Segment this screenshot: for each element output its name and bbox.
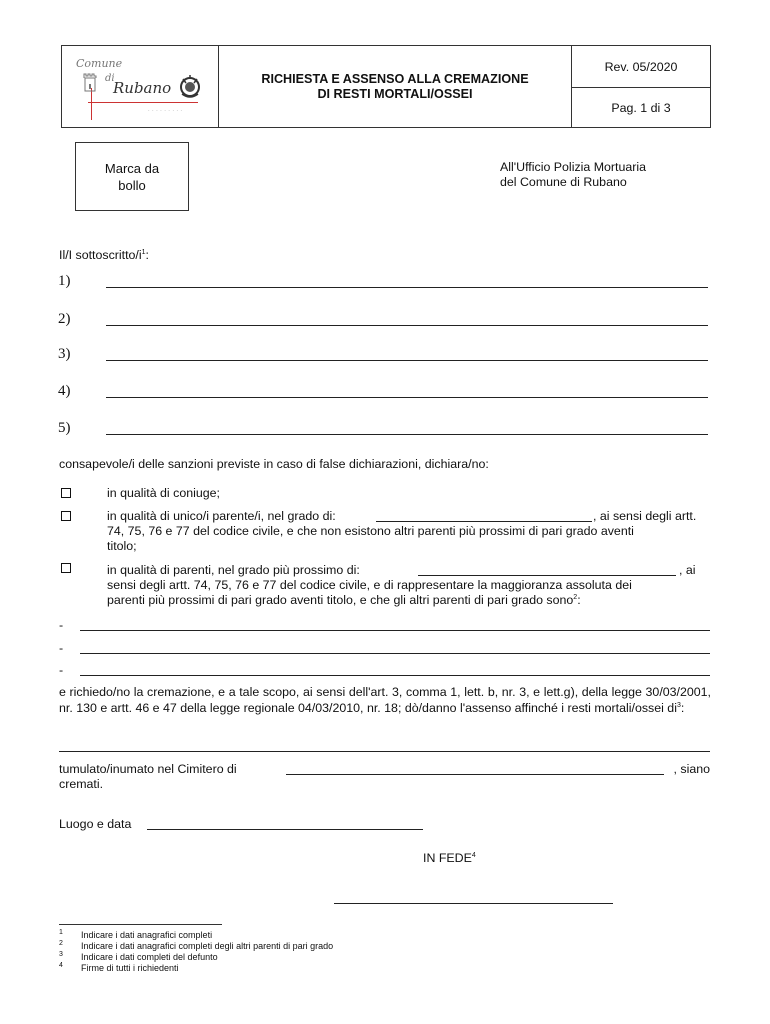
- majority-degree-field[interactable]: [418, 575, 676, 576]
- revenue-stamp-box: [75, 142, 189, 211]
- other-relative-line-1[interactable]: [80, 630, 710, 631]
- relative-option-line3: titolo;: [107, 539, 137, 553]
- spouse-option-text: in qualità di coniuge;: [107, 486, 220, 500]
- recipient-address: [500, 160, 646, 190]
- footnote-mark-1: 1: [59, 929, 63, 936]
- footnote-4: Firme di tutti i richiedenti: [81, 963, 179, 973]
- signatory-line-4[interactable]: [106, 397, 708, 398]
- logo-di-text: di: [105, 73, 115, 84]
- signatory-number-4: 4): [58, 383, 71, 399]
- footnote-1: Indicare i dati anagrafici completi: [81, 930, 213, 940]
- recipient-line2: del Comune di Rubano: [500, 175, 627, 189]
- logo-red-line: [88, 102, 198, 103]
- burial-text-pre: tumulato/inumato nel Cimitero di: [59, 762, 237, 776]
- stamp-label-line2: bollo: [118, 177, 146, 193]
- footnote-mark-4: 4: [59, 962, 63, 969]
- relative-dash-1: -: [59, 618, 64, 632]
- document-title: [219, 46, 572, 127]
- burial-text-post: , siano: [673, 762, 710, 776]
- page-number: Pag. 1 di 3: [611, 100, 671, 115]
- footnote-separator: [59, 924, 222, 925]
- logo-cell: [62, 46, 219, 127]
- in-fede-label: [423, 851, 476, 865]
- declaration-intro: consapevole/i delle sanzioni previste in caso di false dichiarazioni, dichiara/no:: [59, 457, 489, 471]
- relative-degree-field[interactable]: [376, 521, 592, 522]
- footnote-mark-2: 2: [59, 940, 63, 947]
- signatory-number-1: 1): [58, 273, 71, 289]
- cemetery-field[interactable]: [286, 774, 664, 775]
- footnote-ref-2: 2: [573, 593, 578, 601]
- signatory-number-5: 5): [58, 420, 71, 436]
- logo-tagline-mark: · · · · · · · · ·: [148, 108, 183, 114]
- signatory-number-2: 2): [58, 311, 71, 327]
- header-table: [61, 45, 711, 128]
- footnote-ref-1: 1: [141, 248, 146, 256]
- footnote-ref-3: 3: [676, 701, 681, 709]
- majority-option-line1-post: , ai: [679, 563, 696, 577]
- tower-icon: [81, 72, 99, 92]
- request-paragraph: e richiedo/no la cremazione, e a tale scopo, ai sensi dell'art. 3, comma 1, lett. b, nr. 3, e lett.g), della legge 30/03/2001, nr. 130 e artt. 46 e 47 della legge regionale 04/03/2010, nr. 18; dò/danno l'assenso affinché i resti mortali/ossei $di^3$:: [59, 685, 711, 715]
- coat-of-arms-icon: [178, 74, 202, 100]
- relative-checkbox[interactable]: [61, 511, 71, 521]
- place-date-label: Luogo e data: [59, 817, 132, 831]
- majority-checkbox[interactable]: [61, 563, 71, 573]
- relative-option-line2: 74, 75, 76 e 77 del codice civile, e che non esistono altri parenti più prossimi di pari grado aventi: [107, 524, 634, 538]
- place-date-field[interactable]: [147, 829, 423, 830]
- relative-dash-3: -: [59, 663, 64, 677]
- relative-option-line1-pre: in qualità di unico/i parente/i, nel grado di:: [107, 509, 336, 523]
- majority-option-line3: parenti più prossimi di pari grado aventi titolo, e che gli altri parenti di pari grado sono$^2$:: [107, 593, 581, 607]
- majority-option-line1-pre: in qualità di parenti, nel grado più prossimo di:: [107, 563, 360, 577]
- other-relative-line-3[interactable]: [80, 675, 710, 676]
- other-relative-line-2[interactable]: [80, 653, 710, 654]
- logo-red-vline: [91, 88, 92, 120]
- footnote-3: Indicare i dati completi del defunto: [81, 952, 218, 962]
- spouse-checkbox[interactable]: [61, 488, 71, 498]
- title-line-2: DI RESTI MORTALI/OSSEI: [317, 86, 473, 101]
- footnote-mark-3: 3: [59, 951, 63, 958]
- signatory-line-2[interactable]: [106, 325, 708, 326]
- in-fede-text: IN FEDE: [423, 851, 472, 865]
- stamp-label-line1: Marca da: [104, 160, 160, 176]
- logo-rubano-text: Rubano: [113, 79, 172, 97]
- signatory-number-3: 3): [58, 346, 71, 362]
- majority-option-line3-text: parenti più prossimi di pari grado aventi titolo, e che gli altri parenti di pari grado sono: [107, 593, 574, 607]
- relative-option-line1-post: , ai sensi degli artt.: [593, 509, 697, 523]
- signatory-line-1[interactable]: [106, 287, 708, 288]
- footnote-ref-4: 4: [471, 851, 476, 859]
- signatories-intro-text: Il/I sottoscritto/i: [59, 248, 142, 262]
- relative-dash-2: -: [59, 641, 64, 655]
- signatory-line-5[interactable]: [106, 434, 708, 435]
- burial-line2: cremati.: [59, 777, 104, 791]
- recipient-line1: All'Ufficio Polizia Mortuaria: [500, 160, 647, 174]
- title-line-1: RICHIESTA E ASSENSO ALLA CREMAZIONE: [261, 71, 529, 86]
- logo-comune-text: Comune: [76, 57, 123, 70]
- signature-field[interactable]: [334, 903, 613, 904]
- signatories-intro: Il/I sottoscritto/$i^1$:: [59, 248, 149, 262]
- deceased-data-line[interactable]: [59, 751, 710, 752]
- majority-option-line2: sensi degli artt. 74, 75, 76 e 77 del codice civile, e di rappresentare la maggioranza assoluta dei: [107, 578, 632, 592]
- revision-label: Rev. 05/2020: [572, 46, 710, 88]
- request-text: e richiedo/no la cremazione, e a tale scopo, ai sensi dell'art. 3, comma 1, lett. b, nr. 3, e lett.g), della legge 30/03/2001, nr. 130 e artt. 46 e 47 della legge regionale 04/03/2010, nr. 18; dò/danno l'assenso affinché i resti mortali/ossei di: [59, 685, 711, 715]
- footnote-2: Indicare i dati anagrafici completi degli altri parenti di pari grado: [81, 941, 334, 951]
- signatory-line-3[interactable]: [106, 360, 708, 361]
